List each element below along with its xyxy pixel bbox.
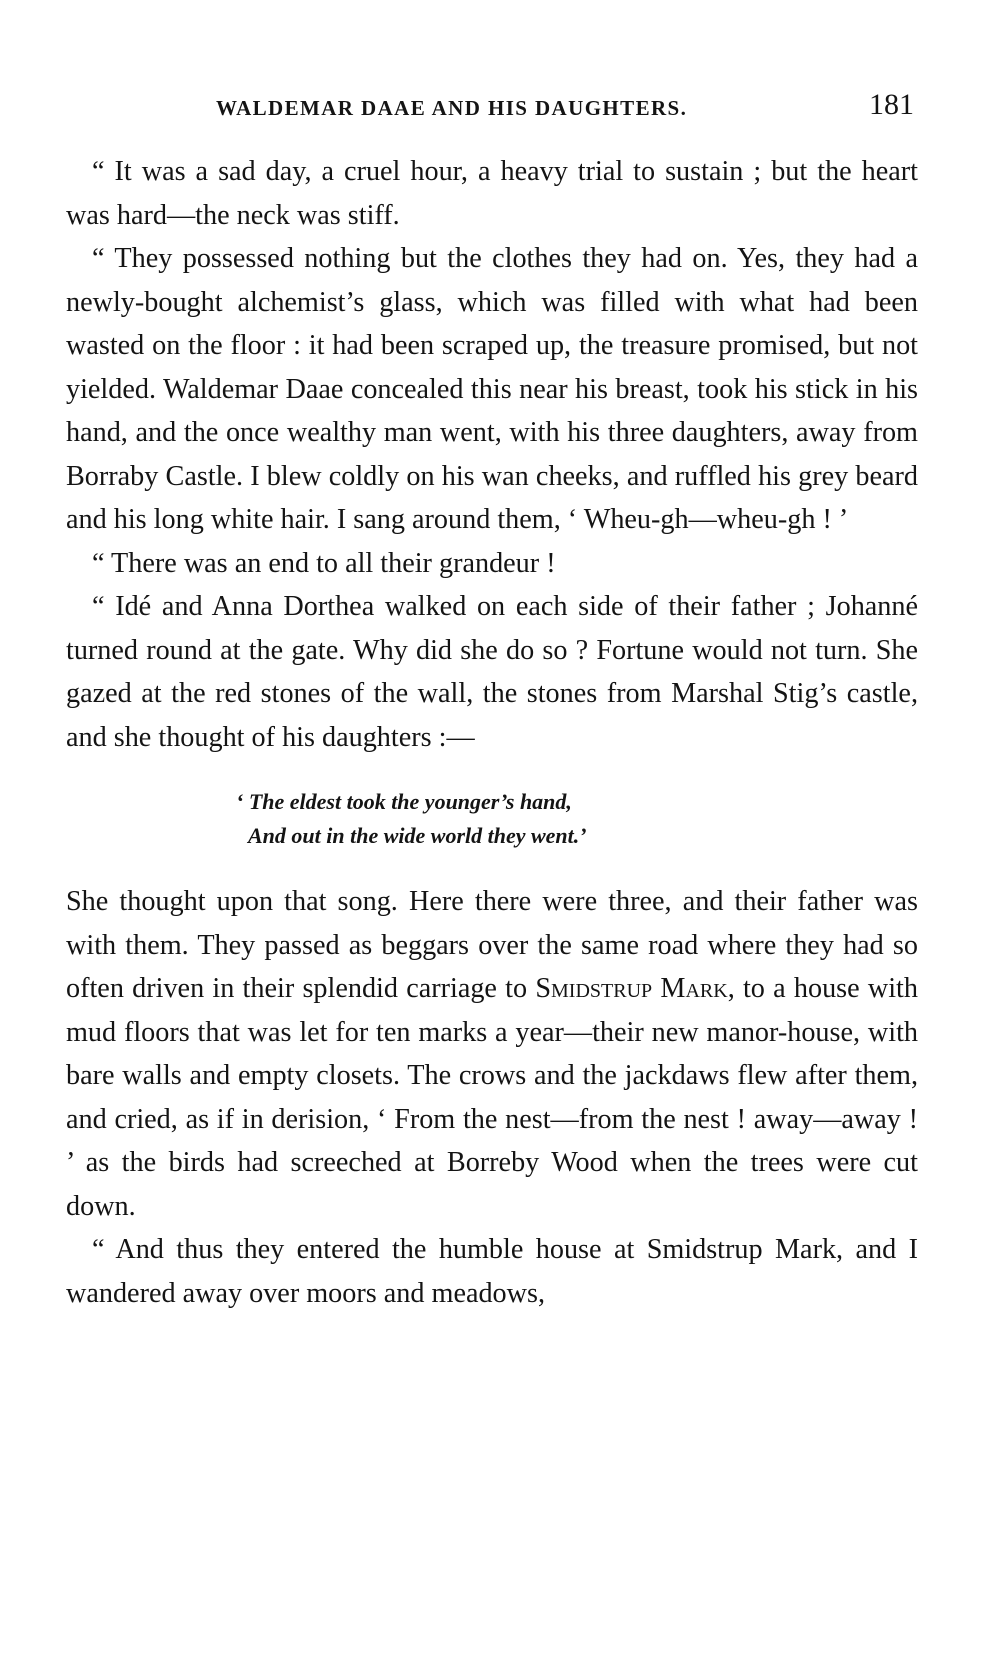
verse-line-1: ‘ The eldest took the younger’s hand, (236, 789, 572, 814)
paragraph-5-end: , to a house with mud floors that was let for ten marks a year—their new manor-house, with bare walls and empty closets. The crows and the jackdaws flew after them, and cried, as if in derision, ‘ From the nest—from the nest ! away—away ! ’ as the birds had screeched at Borreby Wood when the trees were cut down. (66, 973, 918, 1222)
verse-line-2: And out in the wide world they went.’ (248, 823, 587, 848)
paragraph-1: “ It was a sad day, a cruel hour, a heavy trial to sustain ; but the heart was hard—the neck was stiff. (66, 156, 918, 231)
page-body (66, 150, 918, 1315)
paragraph-2: “ They possessed nothing but the clothes they had on. Yes, they had a newly-bought alchemist’s glass, which was filled with what had been wasted on the floor : it had been scraped up, the treasure promised, but not yielded. Waldemar Daae concealed this near his breast, took his stick in his hand, and the once wealthy man went, with his three daughters, away from Borraby Castle. I blew coldly on his wan cheeks, and ruffled his grey beard and his long white hair. I sang around them, ‘ Wheu-gh—wheu-gh ! ’ (66, 243, 918, 535)
page-number: 181 (869, 88, 914, 121)
page-header (216, 88, 914, 128)
running-head: WALDEMAR DAAE AND HIS DAUGHTERS. (216, 96, 688, 120)
place-name: Smidstrup Mark (535, 973, 728, 1004)
paragraph-5 (66, 880, 918, 1228)
paragraph-3: “ There was an end to all their grandeur ! (92, 547, 556, 579)
paragraph-4: “ Idé and Anna Dorthea walked on each side of their father ; Johanné turned round at the gate. Why did she do so ? Fortune would not turn. She gazed at the red stones of the wall, the stones from Marshal Stig’s castle, and she thought of his daughters :— (66, 591, 918, 753)
paragraph-5-start: She thought upon that song. Here there were three, and their father was with them. They passed as beggars over the same road where they had so often driven in their splendid carriage to (66, 886, 918, 1004)
verse-quote (66, 785, 918, 853)
paragraph-6: “ And thus they entered the humble house at Smidstrup Mark, and I wandered away over moors and meadows, (66, 1234, 918, 1309)
